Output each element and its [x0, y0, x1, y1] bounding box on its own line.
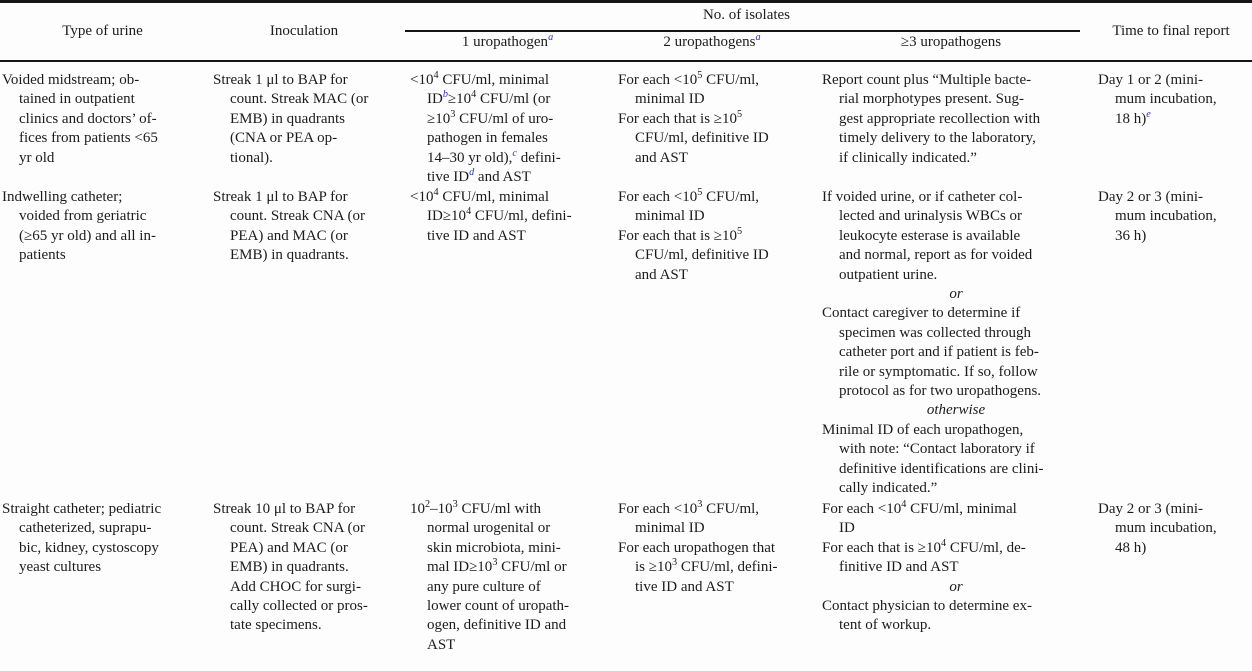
text-line: or	[949, 286, 963, 303]
text-line: gest appropriate recollection with	[839, 110, 1041, 127]
text-line: AST	[427, 636, 456, 653]
text-line: 14–30 yr old),$^c$ defini-	[427, 147, 561, 166]
cell-inoculation	[205, 71, 403, 168]
text-line: $<10^4$ CFU/ml, minimal	[410, 70, 549, 88]
text-line: and AST	[635, 149, 688, 166]
cell-type-of-urine	[0, 500, 205, 578]
text-line: count. Streak MAC (or	[230, 91, 369, 108]
cell-type-of-urine	[0, 71, 205, 168]
text-line: minimal ID	[635, 91, 705, 108]
text-line: For each $<10^4$ CFU/ml, minimal	[822, 499, 1017, 517]
text-line: PEA) and MAC (or	[230, 227, 348, 244]
superscript: 4	[433, 187, 439, 198]
text-line: tive ID and AST	[635, 578, 734, 595]
superscript: 3	[697, 499, 703, 510]
superscript: 5	[697, 187, 703, 198]
text-line: if clinically indicated.”	[839, 149, 977, 166]
text-line: specimen was collected through	[839, 324, 1032, 341]
text-line: voided from geriatric	[19, 208, 147, 225]
text-line: For each that is $\ge 10^5$	[618, 225, 743, 244]
text-line: If voided urine, or if catheter col-	[822, 189, 1023, 205]
text-line: Indwelling catheter;	[2, 189, 123, 205]
text-line: Day 1 or 2 (mini-	[1098, 72, 1203, 88]
text-line: For each that is $\ge 10^4$ CFU/ml, de-	[822, 537, 1026, 556]
superscript: 4	[466, 206, 472, 218]
superscript: 5	[697, 70, 703, 81]
superscript: 5	[737, 225, 743, 237]
superscript: 3	[450, 108, 456, 120]
text-line: catheterized, suprapu-	[19, 520, 152, 537]
text-line: and AST	[635, 266, 688, 283]
cell-time-to-final-report	[1090, 71, 1252, 129]
column-header-label: 1 uropathogen	[461, 34, 549, 50]
text-line: Contact physician to determine ex-	[822, 598, 1032, 615]
superscript: 3	[672, 557, 678, 569]
column-header-inoculation	[205, 3, 403, 60]
text-line: 36 h)	[1115, 227, 1147, 244]
text-line: any pure culture of	[427, 578, 541, 595]
text-line: $\ge 10^3$ CFU/ml of uro-	[427, 108, 554, 127]
cell-inoculation	[205, 188, 403, 266]
cell-1-uropathogen	[403, 188, 612, 246]
text-line: $ID\ge 10^4$ CFU/ml, defini-	[427, 206, 572, 225]
text-line: mum incubation,	[1115, 91, 1217, 108]
table-row-voided-midstream	[0, 71, 1252, 188]
cell-2-uropathogens	[612, 188, 812, 285]
text-line: yeast cultures	[19, 559, 102, 576]
text-line: Day 2 or 3 (mini-	[1098, 189, 1203, 205]
text-line: leukocyte esterase is available	[839, 227, 1021, 244]
column-header-label: Type of urine	[62, 23, 143, 39]
text-line: skin microbiota, mini-	[427, 539, 561, 556]
text-line: count. Streak CNA (or	[230, 208, 365, 225]
footnote-superscript: b	[442, 89, 448, 101]
text-line: EMB) in quadrants.	[230, 247, 349, 264]
table-row-straight-catheter	[0, 500, 1252, 655]
column-header-3plus-uropathogens	[812, 34, 1090, 51]
footnote-superscript: a	[755, 32, 761, 43]
column-header-1-uropathogen	[403, 34, 612, 51]
text-line: lower count of uropath-	[427, 598, 570, 615]
footnote-superscript: c	[512, 147, 517, 159]
group-header-rule	[405, 30, 1080, 32]
text-line: Day 2 or 3 (mini-	[1098, 501, 1203, 517]
text-line: tate specimens.	[230, 617, 322, 634]
table-body	[0, 62, 1252, 655]
footnote-superscript: d	[469, 167, 475, 179]
text-line: PEA) and MAC (or	[230, 539, 348, 556]
cell-1-uropathogen	[403, 500, 612, 655]
superscript: 4	[471, 89, 477, 101]
text-line: protocol as for two uropathogens.	[839, 383, 1042, 400]
text-line: minimal ID	[635, 208, 705, 225]
text-line: finitive ID and AST	[839, 559, 959, 576]
text-line: rial morphotypes present. Sug-	[839, 91, 1024, 108]
text-line: ID	[839, 520, 855, 537]
superscript: 4	[433, 70, 439, 81]
text-line: ogen, definitive ID and	[427, 617, 567, 634]
text-line: patients	[19, 247, 66, 264]
text-line: normal urogenital or	[427, 520, 551, 537]
text-line: Streak 1 μl to BAP for	[213, 72, 348, 88]
text-line: Streak 1 μl to BAP for	[213, 189, 348, 205]
cell-time-to-final-report	[1090, 188, 1252, 246]
text-line: rile or symptomatic. If so, follow	[839, 363, 1038, 380]
text-line: Streak 10 μl to BAP for	[213, 501, 356, 517]
column-header-time-to-final-report	[1090, 3, 1252, 60]
text-line: (≥65 yr old) and all in-	[19, 227, 156, 244]
text-line: count. Streak CNA (or	[230, 520, 365, 537]
text-line: definitive identifications are clini-	[839, 460, 1044, 477]
text-line: Contact caregiver to determine if	[822, 305, 1021, 322]
text-line: CFU/ml, definitive ID	[635, 247, 769, 264]
text-line: CFU/ml, definitive ID	[635, 130, 769, 147]
group-header-no-of-isolates: No. of isolates	[702, 7, 791, 23]
cell-inoculation	[205, 500, 403, 636]
footnote-superscript: e	[1146, 108, 1151, 120]
text-line: mum incubation,	[1115, 520, 1217, 537]
table-header	[0, 3, 1252, 62]
text-line: Report count plus “Multiple bacte-	[822, 72, 1032, 88]
text-line: otherwise	[926, 402, 986, 419]
text-line: Add CHOC for surgi-	[230, 578, 361, 595]
text-line: outpatient urine.	[839, 266, 938, 283]
text-line: tent of workup.	[839, 617, 932, 634]
text-line: clinics and doctors’ of-	[19, 110, 157, 127]
cell-3plus-uropathogens	[812, 71, 1090, 168]
text-line: Voided midstream; ob-	[2, 72, 140, 88]
text-line: catheter port and if patient is feb-	[839, 344, 1039, 361]
text-line: yr old	[19, 149, 55, 166]
column-group-no-of-isolates	[403, 3, 1090, 60]
text-line: timely delivery to the laboratory,	[839, 130, 1036, 147]
text-line: fices from patients <65	[19, 130, 158, 147]
text-line: For each $<10^3$ CFU/ml,	[618, 499, 760, 517]
cell-2-uropathogens	[612, 71, 812, 168]
text-line: Straight catheter; pediatric	[2, 501, 162, 517]
text-line: with note: “Contact laboratory if	[839, 441, 1035, 458]
table-row-indwelling-catheter	[0, 188, 1252, 500]
text-line: mal $ID\ge 10^3$ CFU/ml or	[427, 557, 567, 576]
column-header-label: ≥3 uropathogens	[900, 34, 1002, 50]
text-line: $ID^b\ge 10^4$ CFU/ml (or	[427, 89, 551, 108]
superscript: 3	[492, 557, 498, 569]
column-header-label: 2 uropathogens	[663, 34, 756, 50]
cell-1-uropathogen	[403, 71, 612, 187]
text-line: pathogen in females	[427, 130, 548, 147]
column-header-label: Inoculation	[269, 23, 339, 39]
text-line: For each uropathogen that	[618, 539, 776, 556]
text-line: lected and urinalysis WBCs or	[839, 208, 1023, 225]
text-line: tive ID and AST	[427, 227, 526, 244]
text-line: 48 h)	[1115, 539, 1147, 556]
text-line: tive ID$^d$ and AST	[427, 167, 531, 186]
text-line: $<10^4$ CFU/ml, minimal	[410, 187, 549, 205]
superscript: 2	[425, 499, 431, 510]
cell-2-uropathogens	[612, 500, 812, 597]
text-line: $10^2-10^3$ CFU/ml with	[410, 499, 542, 517]
cell-3plus-uropathogens	[812, 500, 1090, 636]
cell-type-of-urine	[0, 188, 205, 266]
text-line: tional).	[230, 149, 273, 166]
text-line: minimal ID	[635, 520, 705, 537]
text-line: (CNA or PEA op-	[230, 130, 338, 147]
text-line: and normal, report as for voided	[839, 247, 1033, 264]
text-line: For each that is $\ge 10^5$	[618, 108, 743, 127]
text-line: cally collected or pros-	[230, 598, 368, 615]
text-line: tained in outpatient	[19, 91, 135, 108]
text-line: EMB) in quadrants	[230, 110, 345, 127]
superscript: 5	[737, 108, 743, 120]
footnote-superscript: a	[548, 32, 554, 43]
text-line: Minimal ID of each uropathogen,	[822, 421, 1024, 438]
cell-time-to-final-report	[1090, 500, 1252, 558]
text-line: For each $<10^5$ CFU/ml,	[618, 187, 760, 205]
column-header-type-of-urine	[0, 3, 205, 60]
text-line: For each $<10^5$ CFU/ml,	[618, 70, 760, 88]
subcolumn-header-row	[403, 34, 1090, 51]
text-line: is $\ge 10^3$ CFU/ml, defini-	[635, 557, 778, 576]
column-header-label: Time to final report	[1112, 23, 1230, 39]
superscript: 4	[901, 499, 907, 510]
superscript: 3	[452, 499, 458, 510]
text-line: cally indicated.”	[839, 480, 938, 497]
column-header-2-uropathogens	[612, 34, 812, 51]
text-line: 18 h)$^e$	[1115, 108, 1151, 127]
cell-3plus-uropathogens	[812, 188, 1090, 499]
text-line: bic, kidney, cystoscopy	[19, 539, 159, 556]
text-line: EMB) in quadrants.	[230, 559, 349, 576]
text-line: or	[949, 578, 963, 595]
superscript: 4	[941, 537, 947, 549]
text-line: mum incubation,	[1115, 208, 1217, 225]
